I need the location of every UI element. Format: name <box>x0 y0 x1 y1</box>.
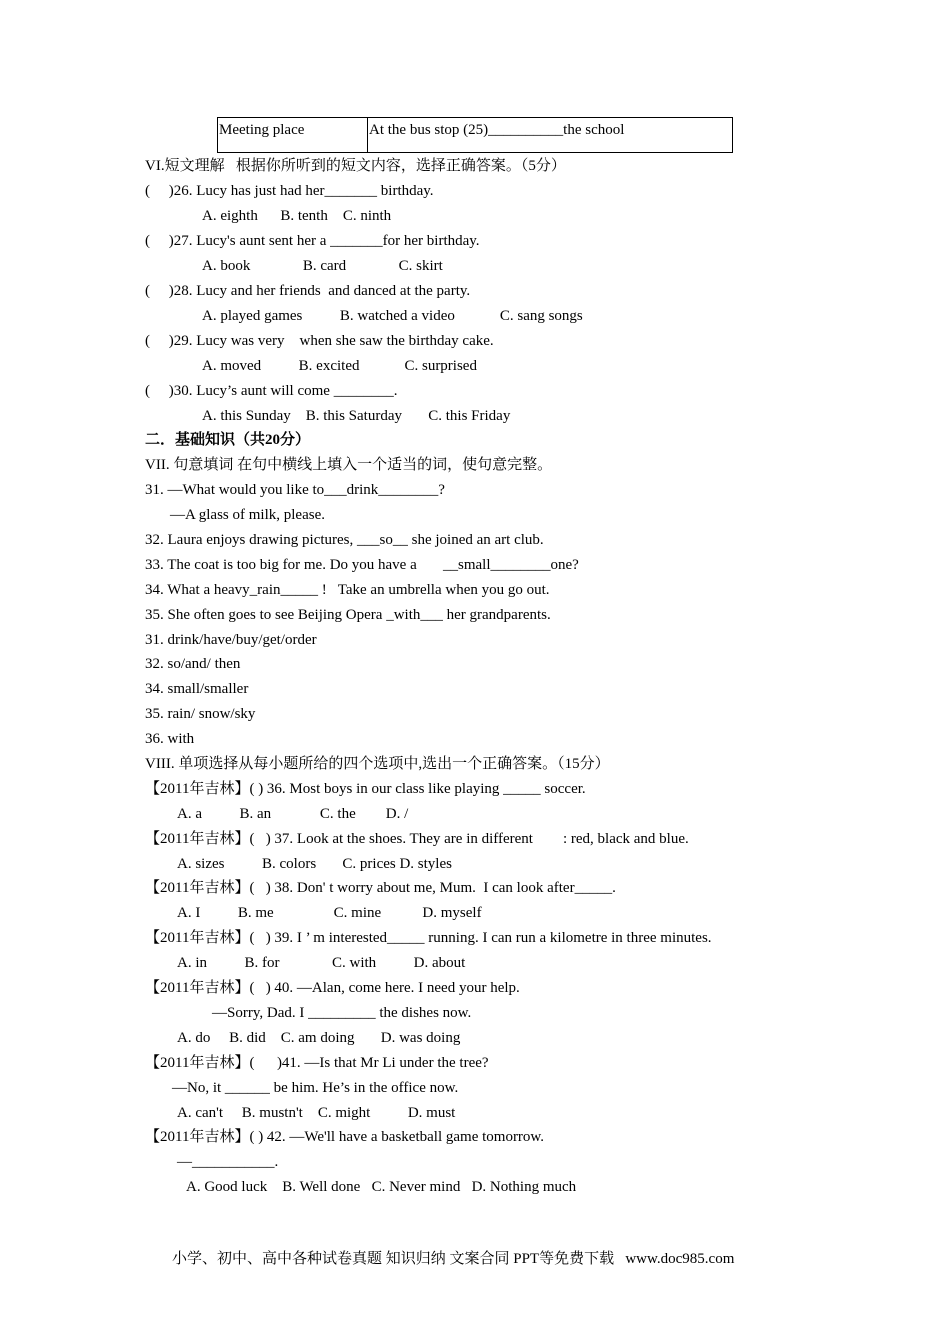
dialog-42: —___________. <box>177 1154 279 1170</box>
section-vii-title: VII. 句意填词 在句中横线上填入一个适当的词，使句意完整。 <box>145 457 553 473</box>
options-36: A. a B. an C. the D. / <box>177 806 409 822</box>
question-29: ( )29. Lucy was very when she saw the birthday cake. <box>145 333 494 349</box>
question-30: ( )30. Lucy’s aunt will come ________. <box>145 383 398 399</box>
question-35: 35. She often goes to see Beijing Opera _with___ her grandparents. <box>145 607 551 623</box>
question-36: 【2011年吉林】( ) 36. Most boys in our class like playing _____ soccer. <box>145 781 586 797</box>
question-28: ( )28. Lucy and her friends and danced at the party. <box>145 283 471 299</box>
question-40: 【2011年吉林】( ) 40. —Alan, come here. I need your help. <box>145 980 520 996</box>
meeting-table <box>217 117 733 153</box>
question-31: 31. —What would you like to___drink________? <box>145 482 445 498</box>
options-30: A. this Sunday B. this Saturday C. this Friday <box>202 408 511 424</box>
question-38: 【2011年吉林】( ) 38. Don' t worry about me, Mum. I can look after_____. <box>145 880 616 896</box>
question-41: 【2011年吉林】( )41. —Is that Mr Li under the tree? <box>145 1055 489 1071</box>
options-27: A. book B. card C. skirt <box>202 258 443 274</box>
question-34: 34. What a heavy_rain_____ ! Take an umbrella when you go out. <box>145 582 550 598</box>
question-26: ( )26. Lucy has just had her_______ birthday. <box>145 183 434 199</box>
section-vi-title: VI.短文理解 根据你所听到的短文内容，选择正确答案。（5分） <box>145 158 566 174</box>
key-35: 35. rain/ snow/sky <box>145 706 256 722</box>
options-29: A. moved B. excited C. surprised <box>202 358 477 374</box>
page-footer: 小学、初中、高中各种试卷真题 知识归纳 文案合同 PPT等免费下载 www.doc985.com <box>172 1251 735 1267</box>
section-2-title: 二．基础知识（共20分） <box>145 432 311 448</box>
key-31: 31. drink/have/buy/get/order <box>145 632 317 648</box>
options-38: A. I B. me C. mine D. myself <box>177 905 482 921</box>
options-28: A. played games B. watched a video C. sang songs <box>202 308 583 324</box>
table-label: Meeting place <box>218 118 368 152</box>
question-27: ( )27. Lucy's aunt sent her a _______for her birthday. <box>145 233 480 249</box>
section-viii-title: VIII. 单项选择从每小题所给的四个选项中,选出一个正确答案。（15分） <box>145 756 610 772</box>
options-40: A. do B. did C. am doing D. was doing <box>177 1030 461 1046</box>
key-32: 32. so/and/ then <box>145 656 241 672</box>
question-39: 【2011年吉林】( ) 39. I ’ m interested_____ running. I can run a kilometre in three minutes. <box>145 930 712 946</box>
question-42: 【2011年吉林】( ) 42. —We'll have a basketball game tomorrow. <box>145 1129 545 1145</box>
options-37: A. sizes B. colors C. prices D. styles <box>177 856 452 872</box>
options-42: A. Good luck B. Well done C. Never mind D. Nothing much <box>186 1179 577 1195</box>
dialog-40: —Sorry, Dad. I _________ the dishes now. <box>212 1005 472 1021</box>
question-33: 33. The coat is too big for me. Do you have a __small________one? <box>145 557 579 573</box>
key-34: 34. small/smaller <box>145 681 249 697</box>
question-37: 【2011年吉林】( ) 37. Look at the shoes. They are in different : red, black and blue. <box>145 831 689 847</box>
answer-31: —A glass of milk, please. <box>170 507 325 523</box>
key-36: 36. with <box>145 731 195 747</box>
options-39: A. in B. for C. with D. about <box>177 955 466 971</box>
options-41: A. can't B. mustn't C. might D. must <box>177 1105 456 1121</box>
dialog-41: —No, it ______ be him. He’s in the office now. <box>172 1080 459 1096</box>
table-value: At the bus stop (25)__________the school <box>369 122 625 138</box>
question-32: 32. Laura enjoys drawing pictures, ___so__ she joined an art club. <box>145 532 544 548</box>
options-26: A. eighth B. tenth C. ninth <box>202 208 392 224</box>
